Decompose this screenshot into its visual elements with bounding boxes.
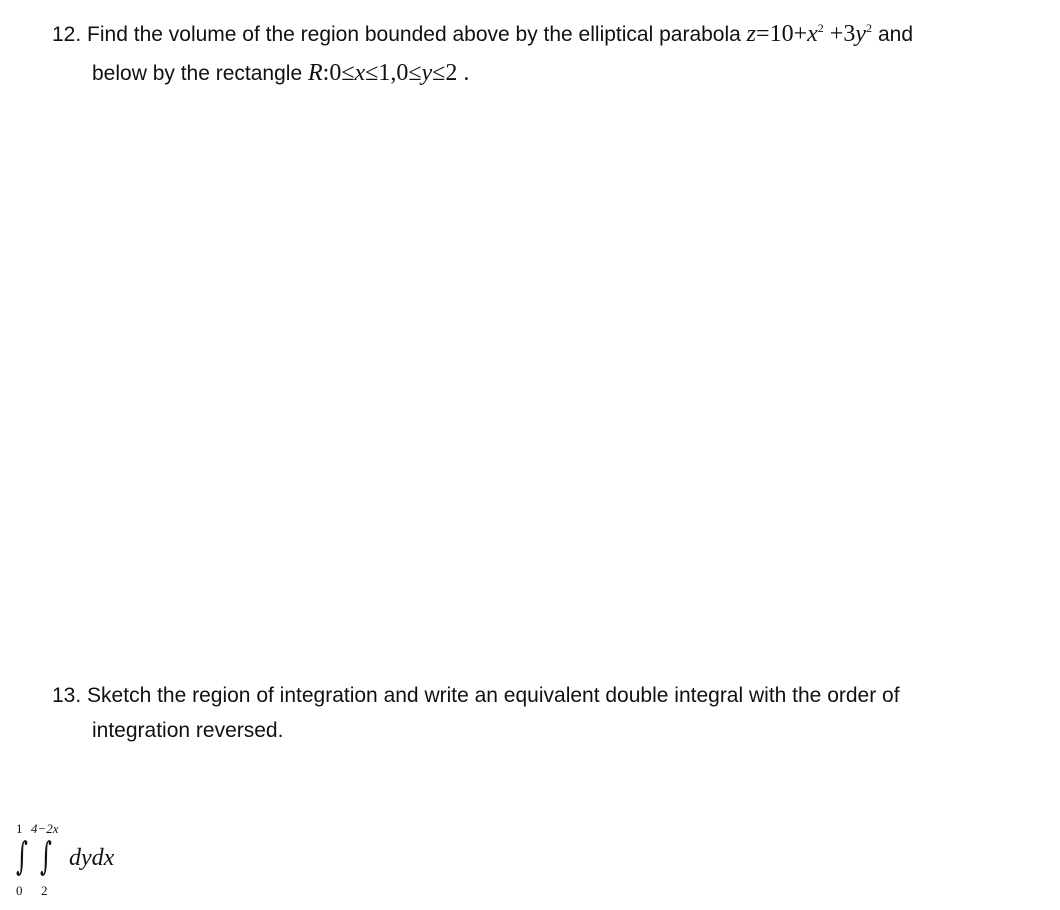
- problem-13-line-2: [92, 720, 283, 741]
- problem-12-text-line-2: below by the rectangle: [92, 62, 303, 85]
- problem-12-line-1: [52, 22, 913, 46]
- inner-integral-sign: ∫: [40, 834, 52, 878]
- problem-12-line-2: [92, 61, 469, 85]
- problem-13-number: 13.: [52, 684, 82, 707]
- inner-upper-limit: 4−2x: [31, 821, 59, 836]
- problem-12-and: and: [877, 23, 914, 46]
- problem-13-text-line-1: Sketch the region of integration and write an equivalent double integral with the order of: [87, 684, 900, 707]
- problem-13-line-1: [52, 685, 900, 706]
- paraboloid-equation: $z=10+x^2 +3y^2$: [746, 21, 872, 47]
- outer-upper-limit: 1: [16, 821, 23, 836]
- outer-lower-limit: 0: [16, 883, 23, 898]
- double-integral: [10, 818, 210, 900]
- problem-12-text-line-1: Find the volume of the region bounded above by the elliptical parabola: [87, 23, 741, 46]
- rectangle-region: R:0≤x≤1,0≤y≤2 .: [307, 60, 470, 86]
- inner-lower-limit: 2: [41, 883, 48, 898]
- integrand: dydx: [69, 845, 115, 871]
- outer-integral-sign: ∫: [16, 834, 28, 878]
- problem-13-text-line-2: integration reversed.: [92, 719, 284, 742]
- problem-12-number: 12.: [52, 23, 82, 46]
